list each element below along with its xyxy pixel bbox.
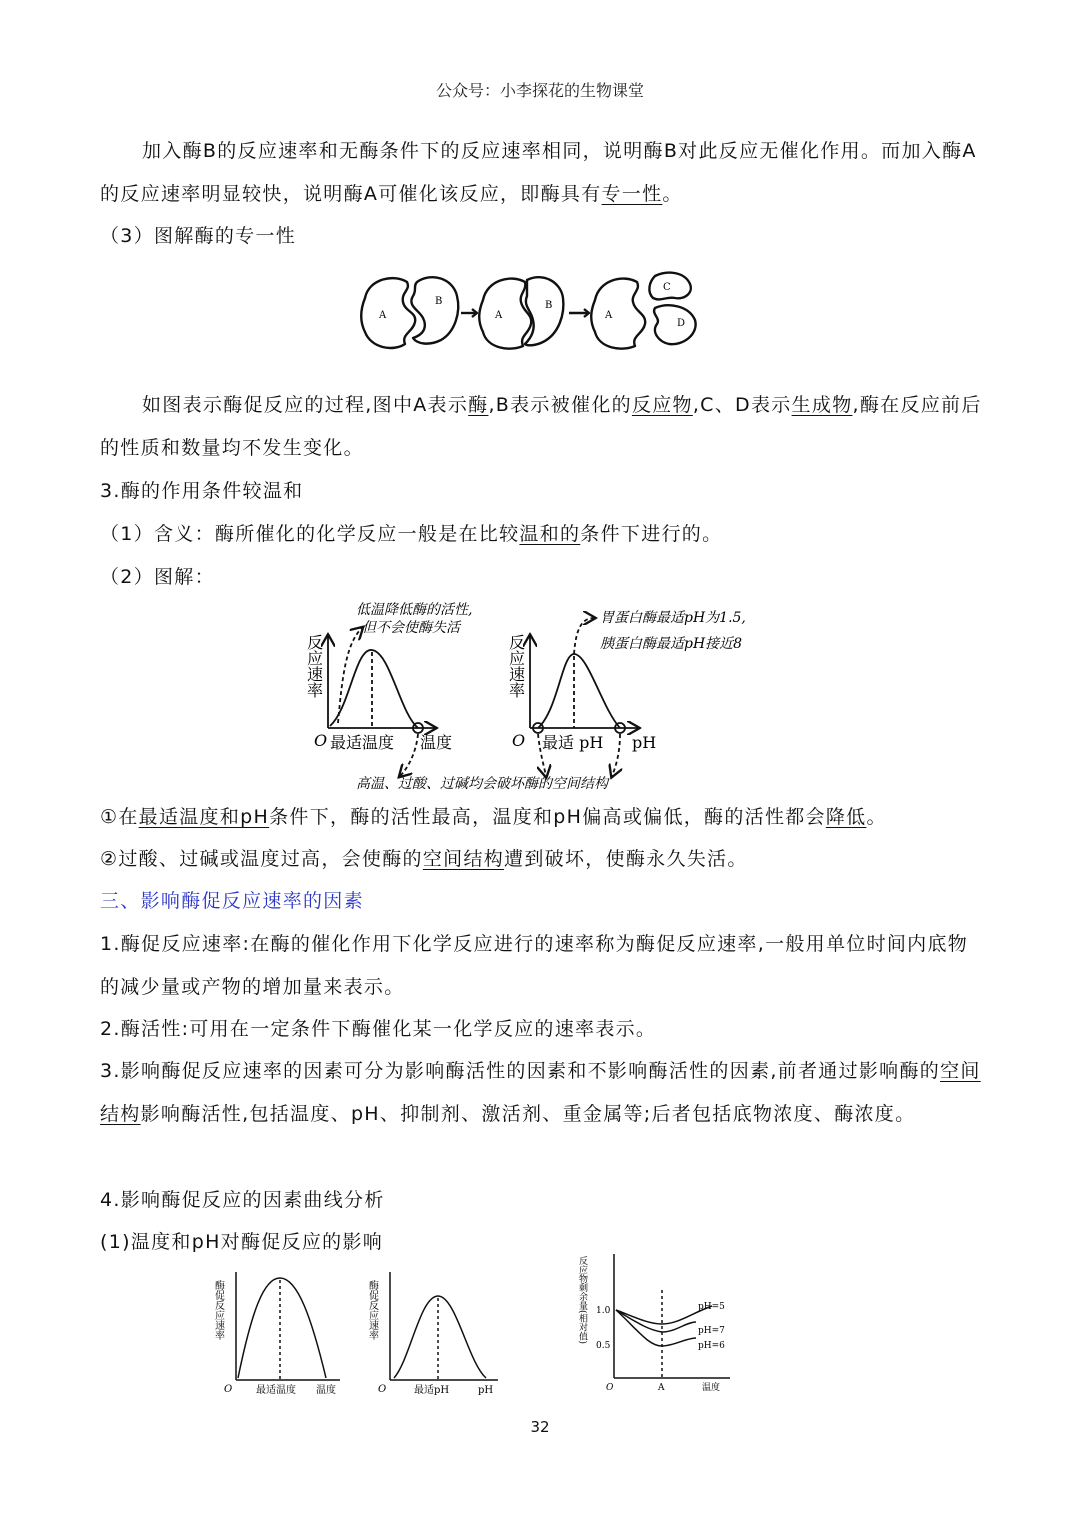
right-note-2: 胰蛋白酶最适pH接近8 <box>600 636 743 652</box>
substrate-b-shape-1 <box>411 277 458 343</box>
g2-origin: O <box>378 1384 387 1395</box>
g2-x-label: pH <box>478 1385 494 1396</box>
subheading-specificity: （3）图解酶的专一性 <box>100 225 297 247</box>
enzyme-a-shape-3 <box>591 279 645 349</box>
g1-y-label: 酶促反应速率 <box>212 1280 224 1340</box>
factor-curves-figure <box>212 1250 742 1400</box>
left-x-opt-label: 最适温度 <box>330 733 395 752</box>
g3-label-ph5: pH=5 <box>698 1302 725 1312</box>
left-x-label: 温度 <box>420 733 453 752</box>
right-ph-curve <box>538 654 620 728</box>
right-x-opt-label: 最适 pH <box>542 733 604 752</box>
label-a-2: A <box>495 310 503 321</box>
g2-y-label: 酶促反应速率 <box>366 1280 378 1340</box>
g1-x-label: 温度 <box>316 1385 336 1396</box>
enzyme-a-shape-2 <box>479 279 531 349</box>
g2-curve <box>394 1296 486 1378</box>
heading-mild-conditions: 3.酶的作用条件较温和 <box>100 480 304 502</box>
item-1: 1.酶促反应速率:在酶的催化作用下化学反应进行的速率称为酶促反应速率,一般用单位时间内底物的减少量或产物的增加量来表示。 <box>100 933 969 998</box>
left-origin: O <box>314 731 328 750</box>
item-4-1: (1)温度和pH对酶促反应的影响 <box>100 1231 384 1253</box>
label-b-2: B <box>545 300 553 311</box>
product-d-shape <box>654 305 696 344</box>
paragraph-process: 如图表示酶促反应的过程,图中A表示酶,B表示被催化的反应物,C、D表示生成物,酶在反应前后的性质和数量均不发生变化。 <box>100 394 982 459</box>
item-4: 4.影响酶促反应的因素曲线分析 <box>100 1189 385 1211</box>
right-y-label: 反应速率 <box>506 634 526 698</box>
g3-tick-05: 0.5 <box>596 1341 611 1351</box>
g3-label-ph7: pH=7 <box>698 1326 725 1336</box>
label-c: C <box>663 282 671 293</box>
subheading-diagram: （2）图解： <box>100 566 215 588</box>
label-b-1: B <box>435 296 443 307</box>
g3-x-label: 温度 <box>702 1383 721 1393</box>
left-note-2: 但不会使酶失活 <box>362 620 460 636</box>
right-x-label: pH <box>632 733 657 752</box>
enzyme-a-shape-1 <box>361 278 415 348</box>
paragraph-enzyme-b: 加入酶B的反应速率和无酶条件下的反应速率相同，说明酶B对此反应无催化作用。而加入酶A的反应速率明显较快，说明酶A可催化该反应，即酶具有专一性。 <box>100 140 977 205</box>
label-a-1: A <box>379 310 387 321</box>
lock-key-figure <box>355 268 700 358</box>
g3-label-ph6: pH=6 <box>698 1341 725 1351</box>
left-note-1: 低温降低酶的活性, <box>356 602 473 618</box>
temp-ph-figure <box>290 598 790 798</box>
right-note-1: 胃蛋白酶最适pH为1.5, <box>600 610 746 626</box>
label-a-3: A <box>605 310 613 321</box>
page-number: 32 <box>530 1418 550 1436</box>
left-y-label: 反应速率 <box>304 634 324 698</box>
point-1: ①在最适温度和pH条件下，酶的活性最高，温度和pH偏高或偏低，酶的活性都会降低。 <box>100 806 887 828</box>
g1-origin: O <box>224 1384 233 1395</box>
g3-x-a: A <box>658 1383 665 1393</box>
g3-tick-1: 1.0 <box>596 1306 611 1316</box>
g3-y-label: 反应物剩余量(相对值) <box>577 1256 587 1345</box>
right-origin: O <box>512 731 526 750</box>
point-2: ②过酸、过碱或温度过高，会使酶的空间结构遭到破坏，使酶永久失活。 <box>100 848 748 870</box>
item-3: 3.影响酶促反应速率的因素可分为影响酶活性的因素和不影响酶活性的因素,前者通过影响酶的空间结构影响酶活性,包括温度、pH、抑制剂、激活剂、重金属等;后者包括底物浓度、酶浓度。 <box>100 1060 981 1125</box>
right-dashed-arrow <box>574 618 594 654</box>
g2-x-opt: 最适pH <box>414 1385 450 1396</box>
page-header: 公众号：小李探花的生物课堂 <box>435 81 644 100</box>
section-title: 三、影响酶促反应速率的因素 <box>100 890 364 912</box>
bottom-note: 高温、过酸、过碱均会破坏酶的空间结构 <box>356 776 608 792</box>
underlined-term: 专一性 <box>601 183 663 205</box>
g3-origin: O <box>606 1383 614 1393</box>
left-temp-curve <box>330 650 418 728</box>
g1-x-opt: 最适温度 <box>256 1385 296 1396</box>
substrate-b-shape-2 <box>525 277 563 345</box>
subheading-meaning: （1）含义：酶所催化的化学反应一般是在比较温和的条件下进行的。 <box>100 523 723 545</box>
label-d: D <box>677 318 686 329</box>
g1-curve <box>238 1278 326 1378</box>
item-2: 2.酶活性:可用在一定条件下酶催化某一化学反应的速率表示。 <box>100 1018 657 1040</box>
